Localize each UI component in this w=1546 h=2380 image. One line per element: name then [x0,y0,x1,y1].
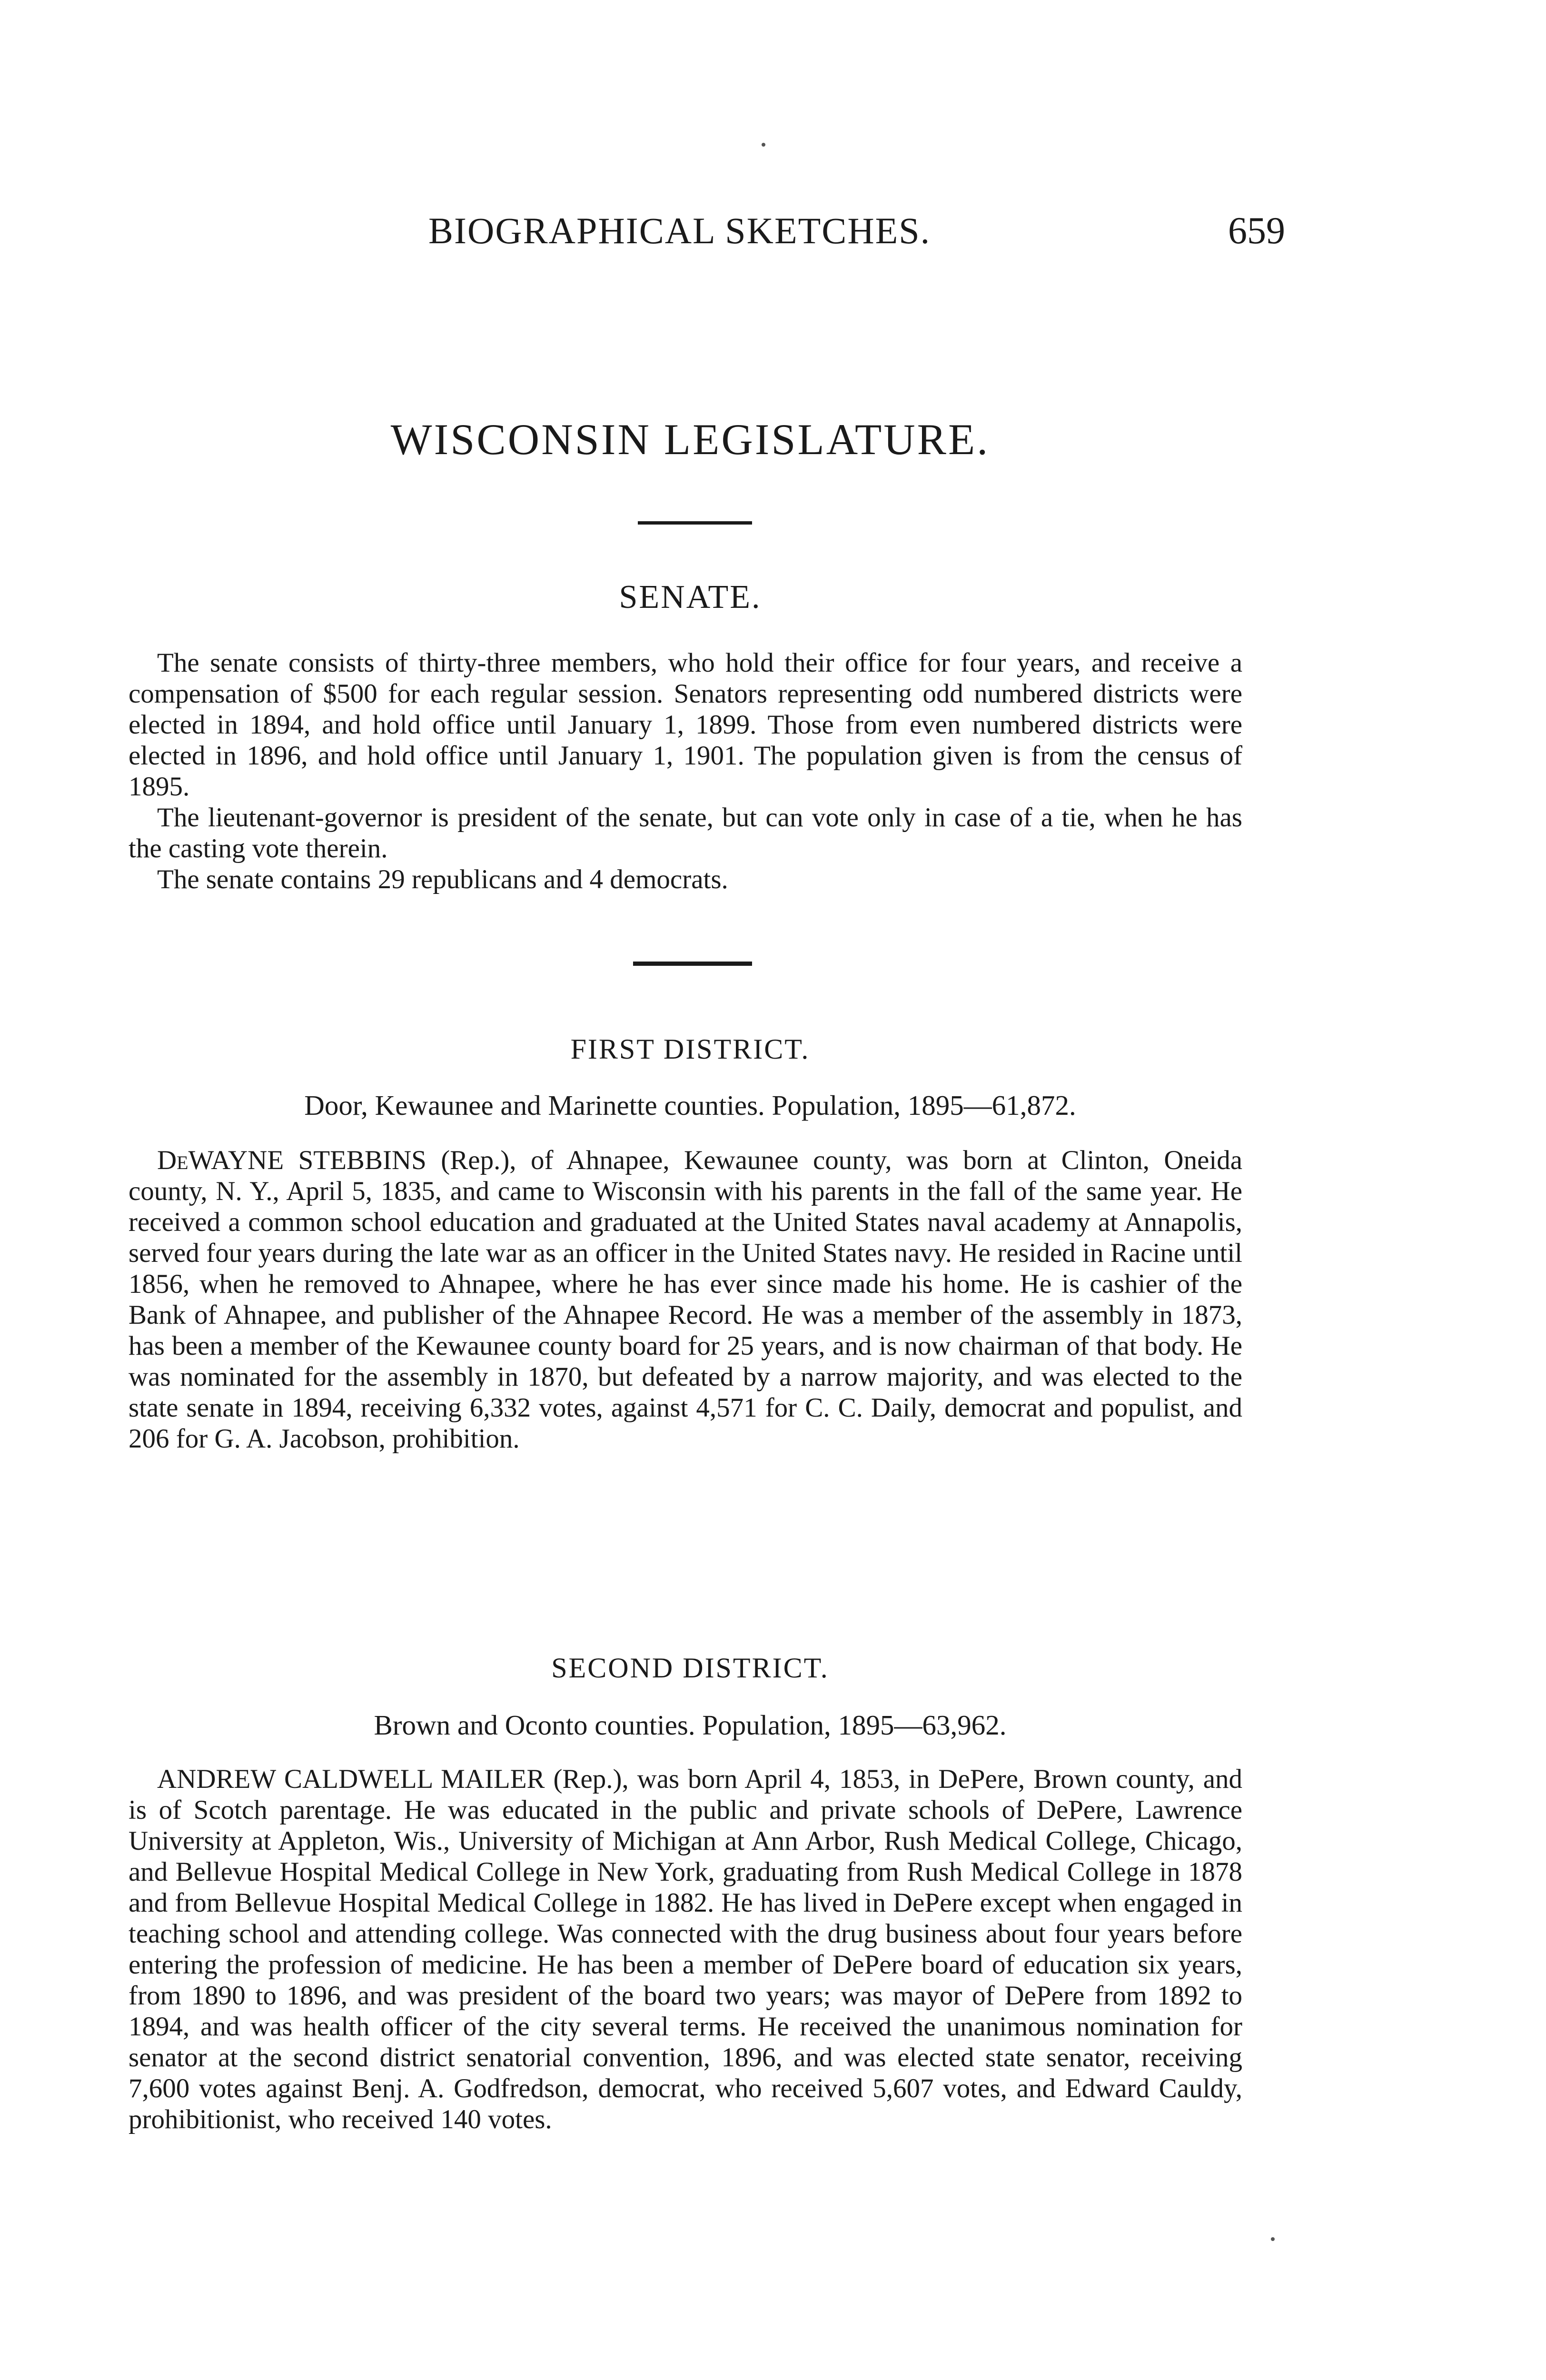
senate-paragraph: The senate consists of thirty-three members, who hold their office for four years, and receive a compensation of $500 for each regular session. Senators representing odd numbered districts were elected in 1894, and hold office until January 1, 1899. Those from even numbered districts were elected in 1896, and hold office until January 1, 1901. The population given is from the census of 1895. [129,648,1242,802]
biography-paragraph [129,1145,1242,1454]
biography-text: (Rep.), was born April 4, 1853, in DePere, Brown county, and is of Scotch parentage. He was educated in the public and private schools of DePere, Lawrence University at Appleton, Wis., University of Michigan at Ann Arbor, Rush Medical College, Chicago, and Bellevue Hospital Medical College in New York, graduating from Rush Medical College in 1878 and from Bellevue Hospital Medical College in 1882. He has lived in DePere except when engaged in teaching school and attending college. Was connected with the drug business about four years before entering the profession of medicine. He has been a member of DePere board of education six years, from 1890 to 1896, and was president of the board two years; was mayor of DePere from 1892 to 1894, and was health officer of the city several terms. He received the unanimous nomination for senator at the second district senatorial convention, 1896, and was elected state senator, receiving 7,600 votes against Benj. A. Godfredson, democrat, who received 5,607 votes, and Edward Cauldy, prohibitionist, who received 140 votes. [129,1764,1242,2134]
senate-paragraph: The senate contains 29 republicans and 4 democrats. [157,864,728,894]
section-divider [633,962,752,966]
running-head: BIOGRAPHICAL SKETCHES. [428,210,931,251]
senate-heading: SENATE. [619,579,762,615]
scan-speck [762,143,765,147]
scan-speck [1271,2237,1275,2241]
district-heading: SECOND DISTRICT. [551,1652,829,1684]
district-heading: FIRST DISTRICT. [570,1033,810,1065]
senate-paragraph: The lieutenant-governor is president of the senate, but can vote only in case of a tie, when he has the casting vote therein. [129,803,1242,863]
district-subtitle: Door, Kewaunee and Marinette counties. Population, 1895—61,872. [304,1090,1076,1121]
district-subtitle: Brown and Oconto counties. Population, 1895—63,962. [374,1709,1007,1741]
title-divider [638,521,752,525]
main-title: WISCONSIN LEGISLATURE. [390,415,990,464]
page-number: 659 [1228,210,1285,252]
biography-paragraph [129,1764,1242,2135]
biography-name: DeWAYNE STEBBINS [157,1145,426,1175]
biography-text: (Rep.), of Ahnapee, Kewaunee county, was born at Clinton, Oneida county, N. Y., April 5, 1835, and came to Wisconsin with his parents in the fall of the same year. He received a common school education and graduated at the United States naval academy at Annapolis, served four years during the late war as an officer in the United States navy. He resided in Racine until 1856, when he removed to Ahnapee, where he has ever since made his home. He is cashier of the Bank of Ahnapee, and publisher of the Ahnapee Record. He was a member of the assembly in 1873, has been a member of the Kewaunee county board for 25 years, and is now chairman of that body. He was nominated for the assembly in 1870, but defeated by a narrow majority, and was elected to the state senate in 1894, receiving 6,332 votes, against 4,571 for C. C. Daily, democrat and populist, and 206 for G. A. Jacobson, prohibition. [129,1145,1243,1454]
biography-name: ANDREW CALDWELL MAILER [157,1764,545,1794]
